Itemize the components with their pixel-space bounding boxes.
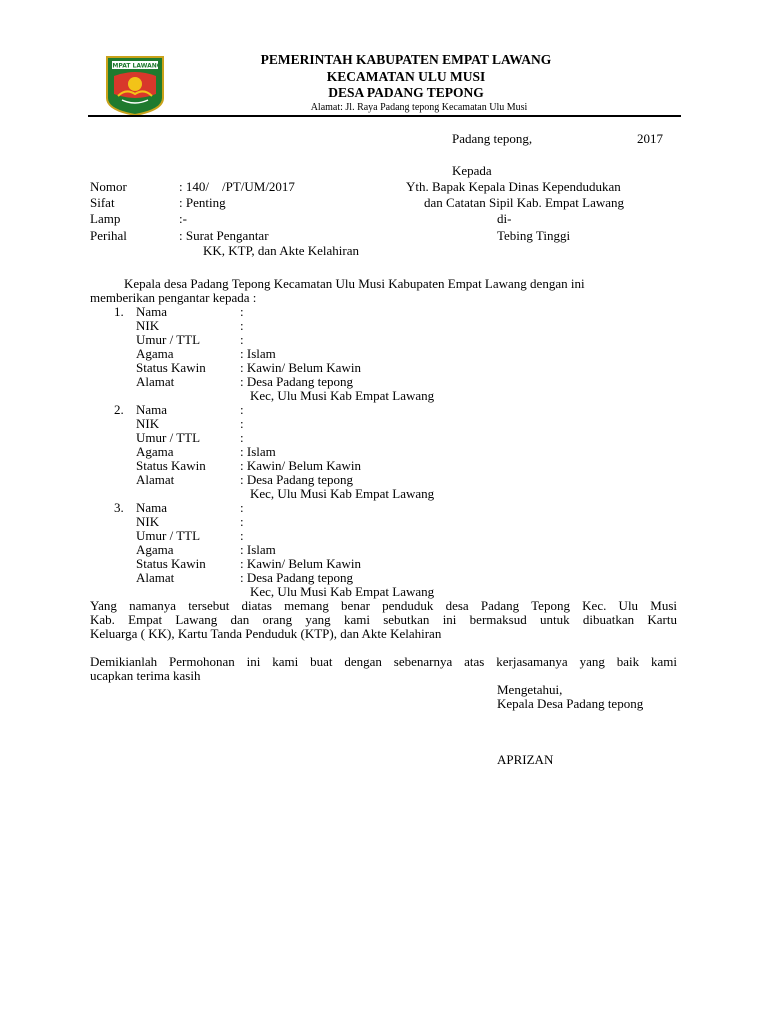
- agama-label: Agama: [136, 542, 174, 557]
- agama-value: : Islam: [240, 542, 276, 557]
- agama-label: Agama: [136, 444, 174, 459]
- nik-label: NIK: [136, 514, 160, 529]
- status-value: : Kawin/ Belum Kawin: [240, 360, 361, 375]
- year: 2017: [637, 131, 663, 146]
- alamat-label: Alamat: [136, 472, 175, 487]
- umur-label: Umur / TTL: [136, 528, 201, 543]
- alamat-value: : Desa Padang tepong: [240, 472, 354, 487]
- nama-label: Nama: [136, 304, 168, 319]
- recipient-line2: dan Catatan Sipil Kab. Empat Lawang: [424, 195, 625, 210]
- header-title-line1: PEMERINTAH KABUPATEN EMPAT LAWANG: [260, 52, 552, 67]
- lamp-label: Lamp: [90, 211, 121, 226]
- intro-line2: memberikan pengantar kepada :: [90, 290, 257, 305]
- nik-value: :: [240, 318, 244, 333]
- body-p1-line3: Keluarga ( KK), Kartu Tanda Penduduk (KTP), dan Akte Kelahiran: [90, 626, 442, 641]
- signature-mengetahui: Mengetahui,: [497, 682, 563, 697]
- header-title-line3: DESA PADANG TEPONG: [328, 85, 484, 100]
- nama-label: Nama: [136, 500, 168, 515]
- alamat-value-2: Kec, Ulu Musi Kab Empat Lawang: [250, 584, 435, 599]
- nama-label: Nama: [136, 402, 168, 417]
- recipient-line4: Tebing Tinggi: [497, 228, 571, 243]
- alamat-label: Alamat: [136, 570, 175, 585]
- umur-label: Umur / TTL: [136, 332, 201, 347]
- nama-value: :: [240, 304, 244, 319]
- signature-title: Kepala Desa Padang tepong: [497, 696, 644, 711]
- header-title-line2: KECAMATAN ULU MUSI: [326, 69, 486, 84]
- recipient-line1: Yth. Bapak Kepala Dinas Kependudukan: [406, 179, 621, 194]
- body-p2-line1: Demikianlah Permohonan ini kami buat dengan sebenarnya atas kerjasamanya yang baik kami: [90, 654, 677, 669]
- status-label: Status Kawin: [136, 360, 206, 375]
- nik-label: NIK: [136, 318, 160, 333]
- nik-label: NIK: [136, 416, 160, 431]
- perihal-value-2: KK, KTP, dan Akte Kelahiran: [203, 243, 359, 258]
- nomor-value: : 140/ /PT/UM/2017: [179, 179, 295, 194]
- recipient-kepada: Kepada: [452, 163, 492, 178]
- alamat-value: : Desa Padang tepong: [240, 570, 354, 585]
- status-label: Status Kawin: [136, 458, 206, 473]
- perihal-label: Perihal: [90, 228, 127, 243]
- alamat-label: Alamat: [136, 374, 175, 389]
- status-label: Status Kawin: [136, 556, 206, 571]
- alamat-value: : Desa Padang tepong: [240, 374, 354, 389]
- person-number: 1.: [114, 304, 124, 319]
- sifat-value: : Penting: [179, 195, 226, 210]
- agama-value: : Islam: [240, 346, 276, 361]
- status-value: : Kawin/ Belum Kawin: [240, 458, 361, 473]
- umur-value: :: [240, 430, 244, 445]
- nama-value: :: [240, 402, 244, 417]
- perihal-value: : Surat Pengantar: [179, 228, 269, 243]
- svg-text:EMPAT LAWANG: EMPAT LAWANG: [108, 62, 162, 70]
- nik-value: :: [240, 416, 244, 431]
- header-address: Alamat: Jl. Raya Padang tepong Kecamatan Ulu Musi: [310, 102, 528, 113]
- nomor-label: Nomor: [90, 179, 127, 194]
- nik-value: :: [240, 514, 244, 529]
- recipient-line3: di-: [497, 211, 512, 226]
- header-divider: [88, 115, 681, 117]
- umur-value: :: [240, 332, 244, 347]
- person-number: 3.: [114, 500, 124, 515]
- body-p1-line1: Yang namanya tersebut diatas memang benar penduduk desa Padang Tepong Kec. Ulu Musi: [90, 598, 677, 613]
- lamp-value: :-: [179, 211, 187, 226]
- intro-line1: Kepala desa Padang Tepong Kecamatan Ulu Musi Kabupaten Empat Lawang dengan ini: [124, 276, 585, 291]
- umur-label: Umur / TTL: [136, 430, 201, 445]
- alamat-value-2: Kec, Ulu Musi Kab Empat Lawang: [250, 388, 435, 403]
- body-p1-line2: Kab. Empat Lawang dan orang yang kami sebutkan ini bermaksud untuk dibuatkan Kartu: [90, 612, 677, 627]
- sifat-label: Sifat: [90, 195, 115, 210]
- body-p2-line2: ucapkan terima kasih: [90, 668, 201, 683]
- agama-value: : Islam: [240, 444, 276, 459]
- nama-value: :: [240, 500, 244, 515]
- person-number: 2.: [114, 402, 124, 417]
- signature-name: APRIZAN: [497, 752, 554, 767]
- alamat-value-2: Kec, Ulu Musi Kab Empat Lawang: [250, 486, 435, 501]
- agama-label: Agama: [136, 346, 174, 361]
- place: Padang tepong,: [452, 131, 533, 146]
- umur-value: :: [240, 528, 244, 543]
- status-value: : Kawin/ Belum Kawin: [240, 556, 361, 571]
